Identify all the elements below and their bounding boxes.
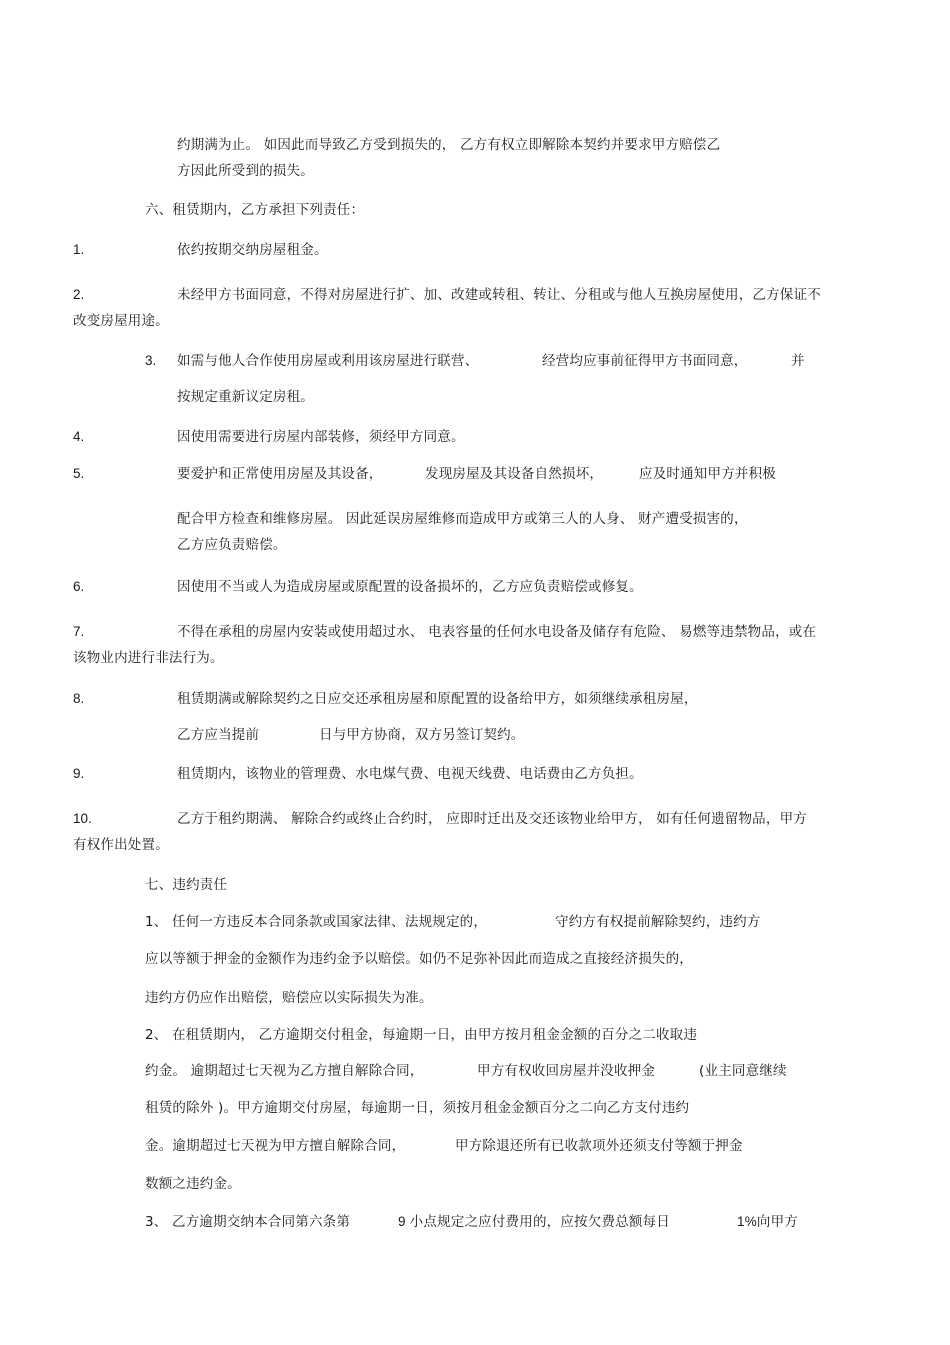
item-number: 3. <box>145 353 157 368</box>
item-text-segment: 乙方应当提前 <box>177 727 260 743</box>
item-text: 因使用不当或人为造成房屋或原配置的设备损坏的，乙方应负责赔偿或修复。 <box>177 579 643 595</box>
clause-text-segment: 约金。 逾期超过七天视为乙方擅自解除合同， <box>145 1063 424 1079</box>
clause-text: 租赁的除外 )。甲方逾期交付房屋，每逾期一日，须按月租金金额百分之二向乙方支付违约 <box>145 1100 690 1116</box>
intro-line-1: 约期满为止。 如因此而导致乙方受到损失的， 乙方有权立即解除本契约并要求甲方赔偿乙 <box>177 137 721 153</box>
item-number: 6. <box>73 579 85 594</box>
item-number: 9. <box>73 766 85 781</box>
clause-text-segment: 守约方有权提前解除契约，违约方 <box>555 914 761 930</box>
clause-text-segment: 甲方除退还所有已收款项外还须支付等额于押金 <box>455 1138 743 1154</box>
item-text: 乙方应负责赔偿。 <box>177 537 287 553</box>
item-text-segment: 要爱护和正常使用房屋及其设备， <box>177 466 383 482</box>
clause-text-segment: 9 小点规定之应付费用的，应按欠费总额每日 <box>398 1214 670 1229</box>
item-number: 1. <box>73 242 85 257</box>
item-text: 未经甲方书面同意，不得对房屋进行扩、加、改建或转租、转让、分租或与他人互换房屋使用，乙方保证不 <box>177 287 821 303</box>
clause-text: 数额之违约金。 <box>145 1176 241 1192</box>
clause-text: 应以等额于押金的金额作为违约金予以赔偿。如仍不足弥补因此而造成之直接经济损失的， <box>145 951 693 967</box>
item-text: 按规定重新议定房租。 <box>177 389 314 405</box>
item-text: 有权作出处置。 <box>73 837 169 853</box>
clause-text <box>145 913 865 931</box>
item-text: 租赁期内，该物业的管理费、水电煤气费、电视天线费、电话费由乙方负担。 <box>177 766 643 782</box>
item-text-segment: 应及时通知甲方并积极 <box>639 466 776 482</box>
item-text: 配合甲方检查和维修房屋。 因此延误房屋维修而造成甲方或第三人的人身、 财产遭受损害的， <box>177 511 748 527</box>
item-number: 10. <box>73 811 92 826</box>
item-text: 不得在承租的房屋内安装或使用超过水、 电表容量的任何水电设备及储存有危险、 易燃等违禁物品，或在 <box>177 624 817 640</box>
item-text: 租赁期满或解除契约之日应交还承租房屋和原配置的设备给甲方，如须继续承租房屋， <box>177 691 698 707</box>
item-text-segment: 并 <box>791 353 805 369</box>
item-text: 改变房屋用途。 <box>73 313 169 329</box>
item-number: 8. <box>73 691 85 706</box>
section-seven-heading: 七、违约责任 <box>145 877 228 893</box>
item-text <box>177 726 677 744</box>
section-six-heading: 六、租赁期内，乙方承担下列责任： <box>145 202 365 218</box>
clause-text-segment: 1%向甲方 <box>737 1214 799 1229</box>
item-number: 7. <box>73 624 85 639</box>
clause-text-segment: 金。逾期超过七天视为甲方擅自解除合同， <box>145 1138 406 1154</box>
item-text: 该物业内进行非法行为。 <box>73 650 224 666</box>
item-text-segment: 经营均应事前征得甲方书面同意， <box>542 353 748 369</box>
item-text-segment: 发现房屋及其设备自然损坏， <box>425 466 604 482</box>
item-number: 2. <box>73 287 85 302</box>
item-text-segment: 日与甲方协商，双方另签订契约。 <box>319 727 525 743</box>
item-text-segment: 如需与他人合作使用房屋或利用该房屋进行联营、 <box>177 353 479 369</box>
item-number: 5. <box>73 466 85 481</box>
clause-text-segment: (业主同意继续 <box>699 1063 787 1079</box>
clause-text: 2、 在租赁期内， 乙方逾期交付租金，每逾期一日，由甲方按月租金金额的百分之二收取违 <box>145 1027 698 1043</box>
item-text: 乙方于租约期满、 解除合约或终止合约时， 应即时迁出及交还该物业给甲方， 如有任何遗留物品，甲方 <box>177 811 807 827</box>
clause-text <box>145 1062 865 1080</box>
item-number: 4. <box>73 429 85 444</box>
clause-text: 违约方仍应作出赔偿，赔偿应以实际损失为准。 <box>145 990 433 1006</box>
clause-text <box>145 1137 865 1155</box>
item-text <box>177 465 897 483</box>
item-text: 因使用需要进行房屋内部装修，须经甲方同意。 <box>177 429 465 445</box>
clause-text <box>145 1213 865 1231</box>
intro-line-2: 方因此所受到的损失。 <box>177 163 314 179</box>
clause-text-segment: 甲方有权收回房屋并没收押金 <box>477 1063 656 1079</box>
item-text <box>177 352 897 370</box>
clause-text-segment: 3、 乙方逾期交纳本合同第六条第 <box>145 1214 351 1230</box>
clause-text-segment: 1、 任何一方违反本合同条款或国家法律、法规规定的， <box>145 914 488 930</box>
item-text: 依约按期交纳房屋租金。 <box>177 242 328 258</box>
